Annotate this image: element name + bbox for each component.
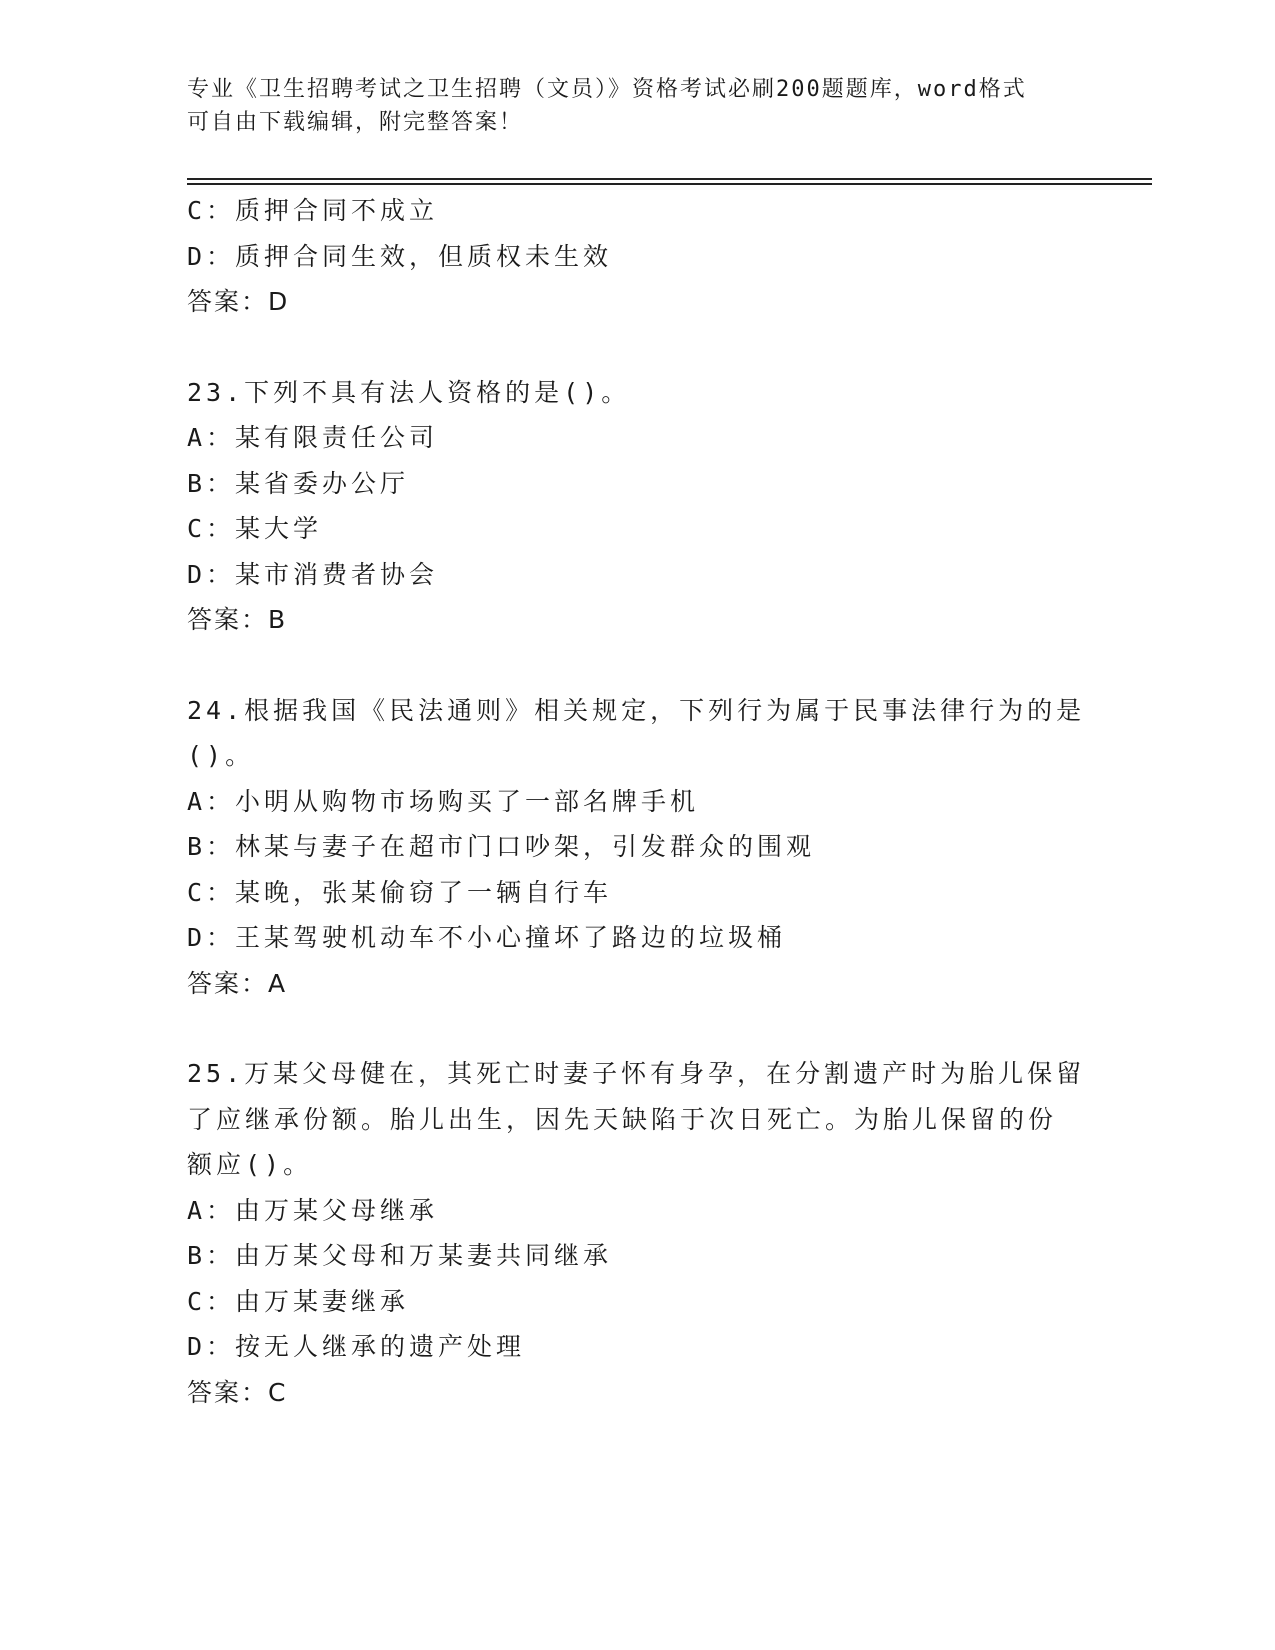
question-stem-line-1: 24.根据我国《民法通则》相关规定，下列行为属于民事法律行为的是 — [187, 695, 1086, 725]
answer-line: 答案：C — [187, 1377, 288, 1407]
option-c: C：由万某妻继承 — [187, 1286, 410, 1316]
option-a: A：由万某父母继承 — [187, 1195, 439, 1225]
option-b: B：林某与妻子在超市门口吵架，引发群众的围观 — [187, 832, 816, 861]
option-b: B：某省委办公厅 — [187, 468, 410, 498]
option-b: B：由万某父母和万某妻共同继承 — [187, 1241, 613, 1270]
answer-line: 答案：D — [187, 287, 290, 316]
option-a: A：小明从购物市场购买了一部名牌手机 — [187, 786, 700, 816]
option-d: D：质押合同生效，但质权未生效 — [187, 241, 613, 271]
question-stem: 23.下列不具有法人资格的是()。 — [187, 377, 631, 407]
question-stem-line-3: 额应()。 — [187, 1150, 313, 1179]
header-divider-top — [187, 178, 1152, 180]
option-c: C：质押合同不成立 — [187, 196, 439, 225]
question-list — [187, 188, 1087, 1415]
option-c: C：某大学 — [187, 514, 323, 543]
header-divider-bottom — [187, 183, 1152, 185]
answer-line: 答案：A — [187, 968, 288, 998]
option-a: A：某有限责任公司 — [187, 423, 439, 452]
document-header — [187, 73, 1087, 139]
question-stem-line-2: 了应继承份额。胎儿出生，因先天缺陷于次日死亡。为胎儿保留的份 — [187, 1104, 1058, 1134]
spacer — [187, 1006, 1087, 1051]
question-23 — [187, 370, 1087, 643]
spacer — [187, 643, 1087, 688]
option-d: D：按无人继承的遗产处理 — [187, 1332, 526, 1361]
option-d: D：王某驾驶机动车不小心撞坏了路边的垃圾桶 — [187, 923, 787, 952]
question-stem-line-2: ()。 — [187, 741, 255, 770]
answer-line: 答案：B — [187, 605, 288, 634]
question-25 — [187, 1051, 1087, 1415]
spacer — [187, 325, 1087, 370]
header-title-line-2: 可自由下载编辑，附完整答案！ — [187, 110, 524, 135]
question-22-continued — [187, 188, 1087, 325]
option-d: D：某市消费者协会 — [187, 559, 439, 589]
option-c: C：某晚，张某偷窃了一辆自行车 — [187, 877, 613, 907]
question-24 — [187, 688, 1087, 1007]
header-title-line-1: 专业《卫生招聘考试之卫生招聘（文员）》资格考试必刷200题题库，word格式 — [187, 77, 1027, 102]
question-stem-line-1: 25.万某父母健在，其死亡时妻子怀有身孕，在分割遗产时为胎儿保留 — [187, 1059, 1086, 1088]
